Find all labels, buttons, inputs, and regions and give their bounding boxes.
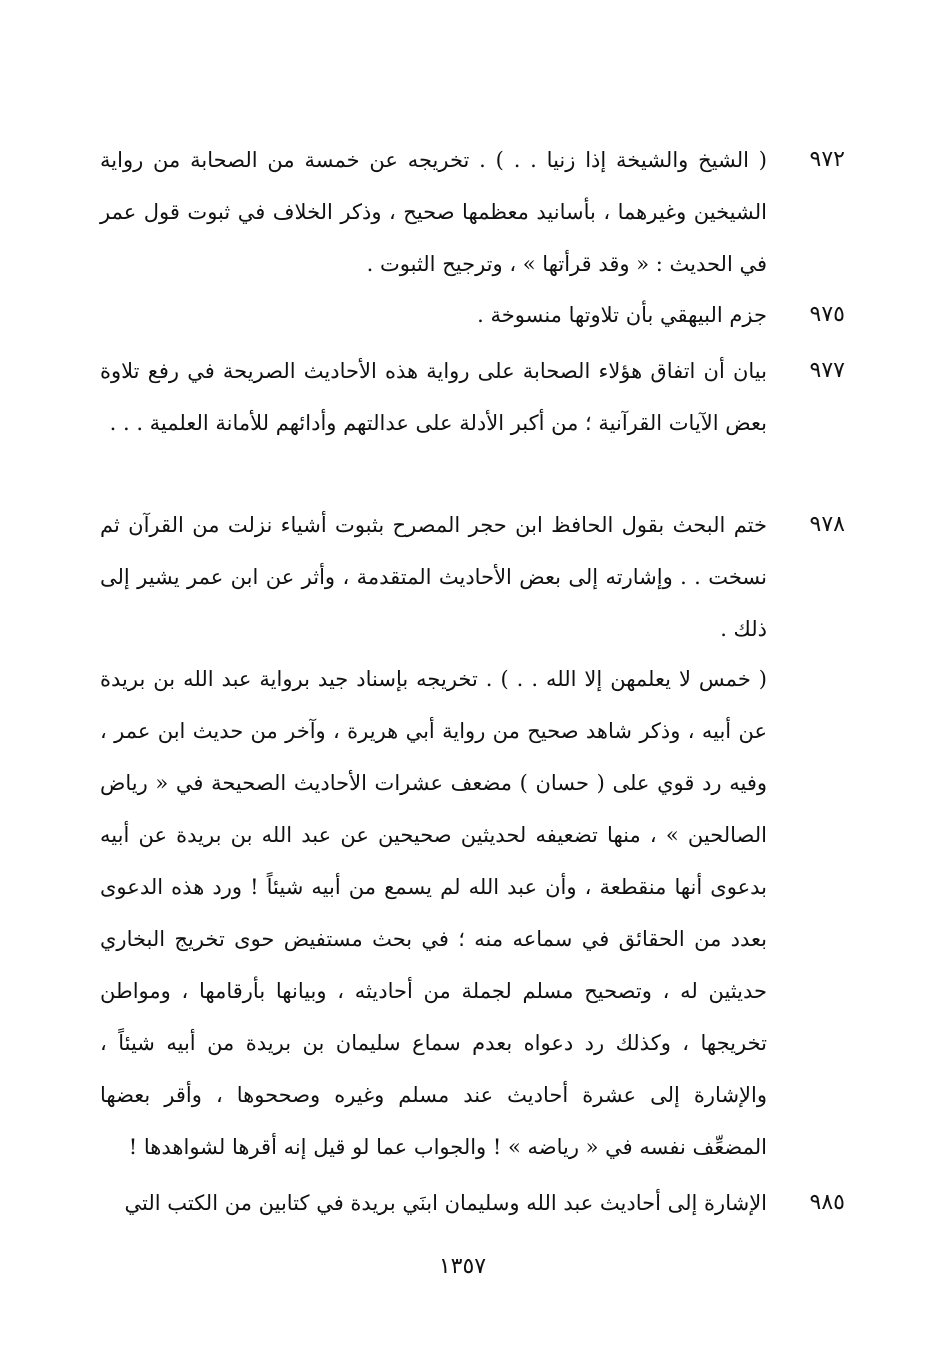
- entry-978: [100, 499, 845, 655]
- entry-text: ختم البحث بقول الحافظ ابن حجر المصرح بثبوت أشياء نزلت من القرآن ثم نسخت . . وإشارته إلى بعض الأحاديث المتقدمة ، وأثر عن ابن عمر يشير إلى ذلك .: [100, 513, 767, 641]
- entry-972: [100, 134, 845, 290]
- entry-number: ٩٧٥: [809, 302, 845, 327]
- entry-number: ٩٧٨: [809, 512, 845, 537]
- entry-unnumbered: [100, 653, 845, 1173]
- entry-text: ( خمس لا يعلمهن إلا الله . . ) . تخريجه بإسناد جيد برواية عبد الله بن بريدة عن أبيه ، وذكر شاهد صحيح من رواية أبي هريرة ، وآخر من حديث ابن عمر ، وفيه رد قوي على ( حسان ) مضعف عشرات الأحاديث الصحيحة في « رياض الصالحين » ، منها تضعيفه لحديثين صحيحين عن عبد الله بن بريدة عن أبيه بدعوى أنها منقطعة ، وأن عبد الله لم يسمع من أبيه شيئاً ! ورد هذه الدعوى بعدد من الحقائق في سماعه منه ؛ في بحث مستفيض حوى تخريج البخاري حديثين له ، وتصحيح مسلم لجملة من أحاديثه ، وبيانها بأرقامها ، ومواطن تخريجها ، وكذلك رد دعواه بعدم سماع سليمان بن بريدة من أبيه شيئاً ، والإشارة إلى عشرة أحاديث عند مسلم وغيره وصححوها ، وأقر بعضها المضعِّف نفسه في « رياضه » ! والجواب عما لو قيل إنه أقرها لشواهدها !: [100, 667, 767, 1159]
- entry-977: [100, 345, 845, 449]
- entry-text: الإشارة إلى أحاديث عبد الله وسليمان ابنَي بريدة في كتابين من الكتب التي: [124, 1191, 767, 1215]
- entry-985: [100, 1177, 845, 1229]
- entry-number: ٩٧٢: [809, 147, 845, 172]
- page-number: ١٣٥٧: [438, 1254, 487, 1279]
- entry-number: ٩٨٥: [809, 1190, 845, 1215]
- entry-text: جزم البيهقي بأن تلاوتها منسوخة .: [477, 303, 767, 327]
- entry-975: [100, 289, 845, 341]
- entry-text: بيان أن اتفاق هؤلاء الصحابة على رواية هذه الأحاديث الصريحة في رفع تلاوة بعض الآيات القرآنية ؛ من أكبر الأدلة على عدالتهم وأدائهم للأمانة العلمية . . .: [100, 359, 767, 435]
- entry-number: ٩٧٧: [809, 358, 845, 383]
- entry-text: ( الشيخ والشيخة إذا زنيا . . ) . تخريجه عن خمسة من الصحابة من رواية الشيخين وغيرهما ، بأسانيد معظمها صحيح ، وذكر الخلاف في ثبوت قول عمر في الحديث : « وقد قرأتها » ، وترجيح الثبوت .: [100, 148, 767, 276]
